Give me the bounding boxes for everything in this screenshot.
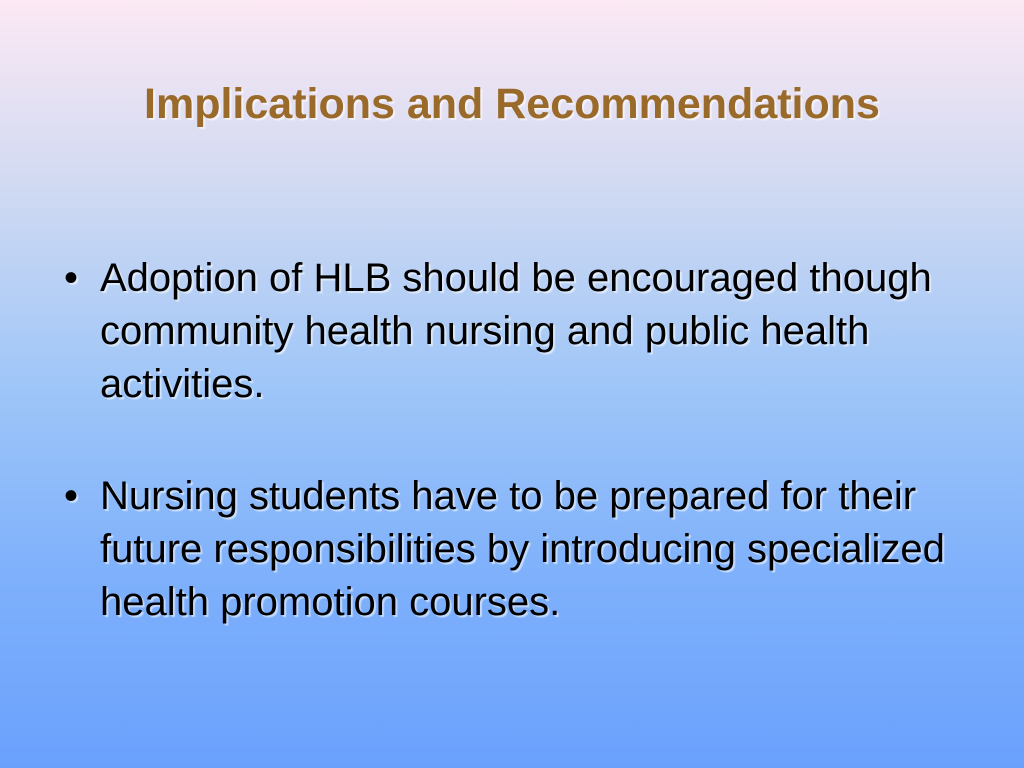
bullet-text: Adoption of HLB should be encouraged though community health nursing and public health activities. (100, 256, 932, 406)
bullet-item (60, 470, 995, 629)
bullet-icon: • (64, 256, 79, 300)
slide-title: Implications and Recommendations (144, 80, 880, 128)
bullet-text: Nursing students have to be prepared for their future responsibilities by introducing specialized health promotion courses. (100, 474, 945, 624)
bullet-icon: • (64, 474, 79, 518)
bullet-item (60, 252, 995, 411)
bullet-list (60, 252, 995, 629)
